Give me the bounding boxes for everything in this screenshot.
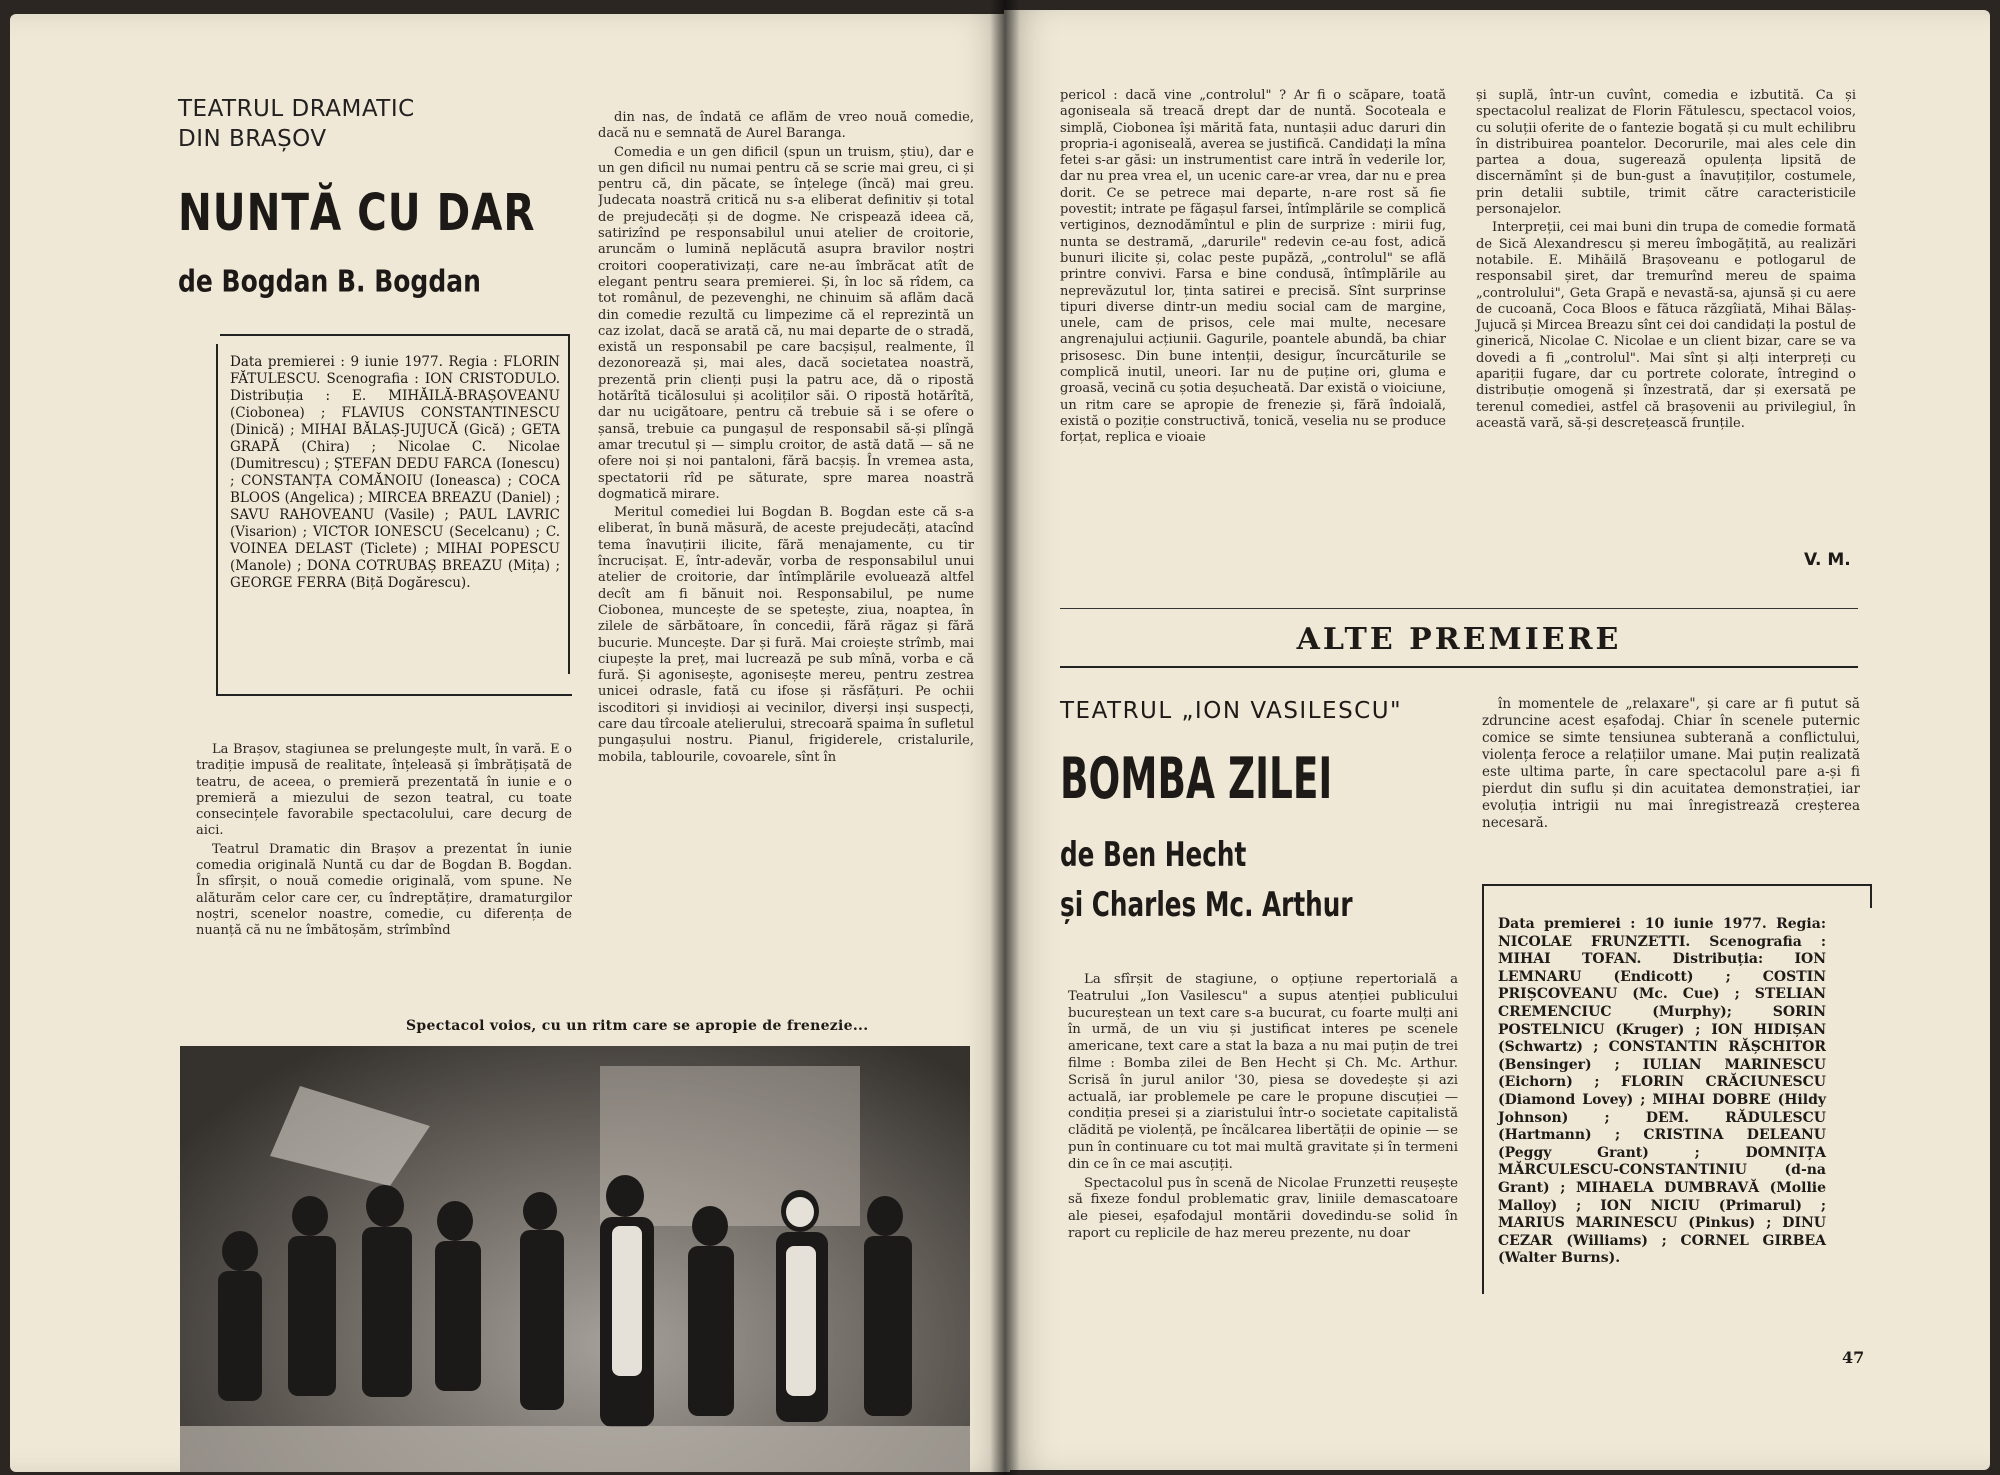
col2-paragraph-3: Meritul comediei lui Bogdan B. Bogdan este că s-a eliberat, în bună măsură, de aceste prejudecăți, atacînd tema înavuțirii ilicite, fără menajamente, cu tir încrucișat. E, într-adevăr, vorba de responsabilul unui atelier de croitorie, dar întîmplările evoluează altfel decît am fi bănuit noi. Responsabilul, pe nume Ciobonea, muncește de se spetește, ziua, noaptea, în zilele de sărbătoare, în concedii, fără răgaz și fără bucurie. Muncește. Dar și fură. Mai croiește strîmb, mai ciupește la preț, mai lucrează pe sub mînă, vorba e că fură. Și agonisește, agonisește mereu, pentru zestrea unicei odrasle, fată cu ifose și răsfățuri. Pe ochii iscoditori și invidioși ai vecinilor, diverși inși suspecți, care dau tîrcoale atelierului, strecoară spaima în sufletul pungașului nostru. Pianul, frigiderele, cristalurile, mobila, tablourile, covoarele, sînt în	[598, 505, 974, 765]
play-author: de Bogdan B. Bogdan	[178, 264, 481, 299]
text-column-3	[1060, 88, 1446, 449]
text-column-6	[1482, 696, 1860, 834]
theatre-header-line-1: TEATRUL DRAMATIC	[178, 96, 415, 122]
section-rule	[1060, 608, 1858, 609]
text-column-4	[1476, 88, 1856, 434]
text-column-5	[1068, 972, 1458, 1245]
play2-author-line-2: și Charles Mc. Arthur	[1060, 886, 1353, 925]
credits2-box: Data premierei : 10 iunie 1977. Regia: NICOLAE FRUNZETTI. Scenografia : MIHAI TOFAN. Distribuția: ION LEMNARU (Endicott) ; COSTIN PRIȘCOVEANU (Mc. Cue) ; STELIAN CREMENCIUC (Murphy); SORIN POSTELNICU (Kruger) ; ION HIDIȘAN (Schwartz) ; CONSTANTIN RĂȘCHITOR (Bensinger) ; IULIAN MARINESCU (Eichorn) ; FLORIN CRĂCIUNESCU (Diamond Lovey) ; MIHAI DOBRE (Hildy Johnson) ; DEM. RĂDULESCU (Hartmann) ; CRISTINA DELEANU (Peggy Grant) ; DOMNIȚA MĂRCULESCU-CONSTANTINIU (d-na Grant) ; MIHAELA DUMBRAVĂ (Mollie Malloy) ; ION NICIU (Primarul) ; MARIUS MARINESCU (Pinkus) ; DINU CEZAR (Williams) ; CORNEL GIRBEA (Walter Burns).	[1498, 916, 1826, 1267]
col3-paragraph-1: pericol : dacă vine „controlul" ? Ar fi o scăpare, toată agoniseala să treacă drept dar de nuntă. Socoteala e simplă, Ciobonea își mărită fata, nuntașii aduc daruri din propria-i agoniseală, averea se justifică. Candidați la mîna fetei s-ar găsi: un instrumentist care intră în vederile lor, dar nu prea vrea el, un ucenic care-ar vrea, dar nu e prea dorit. Ce se petrece mai departe, n-are rost să fie povestit; intrate pe făgașul farsei, întîmplările se complică vertiginos, deznodămîntul e plin de surprize : mirii fug, nunta se destramă, „darurile" redevin ce-au fost, adică bunuri ilicite și, colac peste pupăză, „controlul" se află printre convivi. Farsa e bine condusă, întîmplările au neprevăzutul lor, ținta satirei e precisă. Sînt surprinse tipuri diverse dintr-un mediu social cam de margine, unele, cam de prisos, cele mai multe, necesare angrenajului acțiunii. Gagurile, poantele abundă, ba chiar prisosesc. Din bune intenții, desigur, încurcăturile se complică inutil, uneori. Iar nu de puține ori, gluma e groasă, vecină cu șotia deșucheată. Dar există o vioiciune, un ritm care se apropie de frenezie și, fără îndoială, există o poziție constructivă, tonică, veselia nu se produce forțat, replica e vioaie	[1060, 88, 1446, 446]
credits-box: Data premierei : 9 iunie 1977. Regia : FLORIN FĂTULESCU. Scenografia : ION CRISTODULO. Distribuția : E. MIHĂILĂ-BRAȘOVEANU (Ciobonea) ; FLAVIUS CONSTANTINESCU (Dinică) ; MIHAI BĂLAȘ-JUJUCĂ (Gică) ; GETA GRAPĂ (Chira) ; Nicolae C. Nicolae (Dumitrescu) ; ȘTEFAN DEDU FARCA (Ionescu) ; CONSTANȚA COMĂNOIU (Ioneasca) ; COCA BLOOS (Angelica) ; MIRCEA BREAZU (Daniel) ; SAVU RAHOVEANU (Vasile) ; PAUL LAVRIC (Visarion) ; VICTOR IONESCU (Secelcanu) ; C. VOINEA DELAST (Ticlete) ; MIHAI POPESCU (Manole) ; DONA COTRUBAȘ BREAZU (Mița) ; GEORGE FERRA (Biță Dogărescu).	[216, 344, 572, 696]
stage-photo	[180, 1046, 970, 1472]
photo-caption: Spectacol voios, cu un ritm care se apropie de frenezie...	[406, 1018, 869, 1034]
theatre-header	[178, 94, 415, 154]
section-title: ALTE PREMIERE	[1296, 622, 1622, 657]
play2-title: BOMBA ZILEI	[1060, 746, 1333, 813]
credits2-box-right-rule	[1870, 884, 1872, 908]
col4-paragraph-1: și suplă, într-un cuvînt, comedia e izbutită. Ca și spectacolul realizat de Florin Fătulescu, spectacol voios, cu soluții oferite de o fantezie bogată și cu mult echilibru în distribuirea poantelor. Decorurile, mai ales cele din partea a doua, sugerează opulența lipsită de discernămînt și de bun-gust a înavuțiților, costumele, prin detalii subtile, trimit către caracteristicile personajelor.	[1476, 88, 1856, 218]
play2-author-line-1: de Ben Hecht	[1060, 836, 1247, 875]
right-page	[1004, 10, 1990, 1470]
col2-paragraph-1: din nas, de îndată ce aflăm de vreo nouă comedie, dacă nu e semnată de Aurel Baranga.	[598, 110, 974, 142]
col1-paragraph-1: La Brașov, stagiunea se prelungește mult, în vară. E o tradiție impusă de realitate, înțeleasă și îmbrățișată de teatru, de aceea, o premieră prezentată în iunie e o premieră a miezului de sezon teatral, cu toate consecințele favorabile spectacolului, care decurg de aici.	[196, 742, 572, 839]
play-title: NUNTĂ CU DAR	[178, 184, 536, 243]
col1-paragraph-2: Teatrul Dramatic din Brașov a prezentat în iunie comedia originală Nuntă cu dar de Bogdan B. Bogdan. În sfîrșit, o nouă comedie originală, vom spune. Ne alăturăm celor care cer, cu îndreptățire, dramaturgilor noștri, scenelor noastre, comedie, cu diferența de nuanță că nu ne îmbătoșăm, strîmbînd	[196, 841, 572, 939]
section-rule-bottom	[1060, 666, 1858, 668]
theatre-header-line-2: DIN BRAȘOV	[178, 126, 327, 152]
theatre2-header: TEATRUL „ION VASILESCU"	[1060, 698, 1403, 724]
col5-paragraph-1: La sfîrșit de stagiune, o opțiune repertorială a Teatrului „Ion Vasilescu" a supus atenției publicului bucureștean un text care s-a bucurat, cu foarte mulți ani în urmă, de un viu și justificat interes pe scenele americane, text care a stat la baza a nu mai puțin de trei filme : Bomba zilei de Ben Hecht și Ch. Mc. Arthur. Scrisă în jurul anilor '30, piesa se dovedește și azi actuală, iar problemele pe care le propune discuției — condiția presei și a ziaristului într-o societate capitalistă clădită pe violență, pe încălcarea libertății de opinie — se pun în continuare cu tot mai multă gravitate și în termeni din ce în ce mai ascuțiți.	[1068, 972, 1458, 1172]
page-number: 47	[1842, 1348, 1865, 1367]
text-column-1	[196, 742, 572, 942]
credits2-box-top-rule	[1482, 884, 1872, 886]
credits-box-top-rule	[220, 334, 570, 336]
stage-photo-figures	[180, 1046, 970, 1472]
book-gutter	[990, 0, 1020, 1475]
col5-paragraph-2: Spectacolul pus în scenă de Nicolae Frunzetti reușește să fixeze fondul problematic grav, liniile demascatoare ale piesei, eșafodajul montării dovedindu-se solid în raport cu replicile de haz mereu prezente, nu doar	[1068, 1175, 1458, 1241]
col2-paragraph-2: Comedia e un gen dificil (spun un truism, știu), dar e un gen dificil nu numai pentru că se scrie mai greu, ci și pentru că, din păcate, se înțelege (încă) mai greu. Judecata noastră critică nu s-a eliberat definitiv și total de prejudecăți și de dogme. Ne crispează ideea că, satirizînd pe responsabilul unui atelier de croitorie, aruncăm o lumină neplăcută asupra bravilor noștri croitori cooperativizați, care ne-au îmbrăcat atît de elegant pentru seara premierei. Și, în loc să rîdem, ca tot românul, de pezevenghi, ne chinuim să aflăm dacă din comedie rezultă cu limpezime că el reprezintă un caz izolat, dacă se arată că, nu mai departe de o stradă, există un responsabil pe care bacșișul, realmente, îl dezonorează și, mai ales, dacă societatea noastră, prezentă prin clienți puși la patru ace, dă o ripostă hotărîtă ticălosului și acoliților săi. O ripostă hotărîtă, dar nu ucigătoare, pentru că trebuie să i se ofere o șansă, trebuie ca pungașul de responsabil să-și plîngă amar trecutul și — simplu croitor, de astă dată — să ne ofere noi și noi pantaloni, fără bacșiș. În vremea asta, spectatorii rîd pe săturate, spre marea noastră dogmatică mirare.	[598, 144, 974, 502]
text-column-2	[598, 110, 974, 990]
col6-paragraph-1: în momentele de „relaxare", și care ar fi putut să zdruncine acest eșafodaj. Chiar în scenele puternic comice se simte tensiunea subterană a conflictului, violența feroce a relațiilor umane. Mai puțin realizată este ultima parte, în care spectacolul pare a-și fi pierdut din suflu și din acuitatea demonstrației, iar evoluția intrigii nu mai înregistrează creșterea necesară.	[1482, 696, 1860, 831]
col4-paragraph-2: Interpreții, cei mai buni din trupa de comedie formată de Sică Alexandrescu și mereu îmbogățită, au realizări notabile. E. Mihăilă Brașoveanu e potlogarul de responsabil șiret, dar tremurînd mereu de spaima „controlului", Geta Grapă e nevastă-sa, ajunsă și cu aere de cucoană, Coca Bloos e fătuca răzgîiată, Mihai Bălaș-Jujucă și Mircea Breazu sînt cei doi candidați la postul de ginerică, Nicolae C. Nicolae e un client bizar, care se va dovedi a fi „controlul". Mai sînt și alți interpreți cu apariții fugare, dar cu portrete colorate, întregind o distribuție omogenă și înzestrată, dar și exersată pe terenul comediei, astfel că brașovenii au privilegiul, în această vară, să-și descrețească frunțile.	[1476, 220, 1856, 431]
left-page	[10, 14, 1010, 1472]
review-signature: V. M.	[1804, 550, 1851, 570]
